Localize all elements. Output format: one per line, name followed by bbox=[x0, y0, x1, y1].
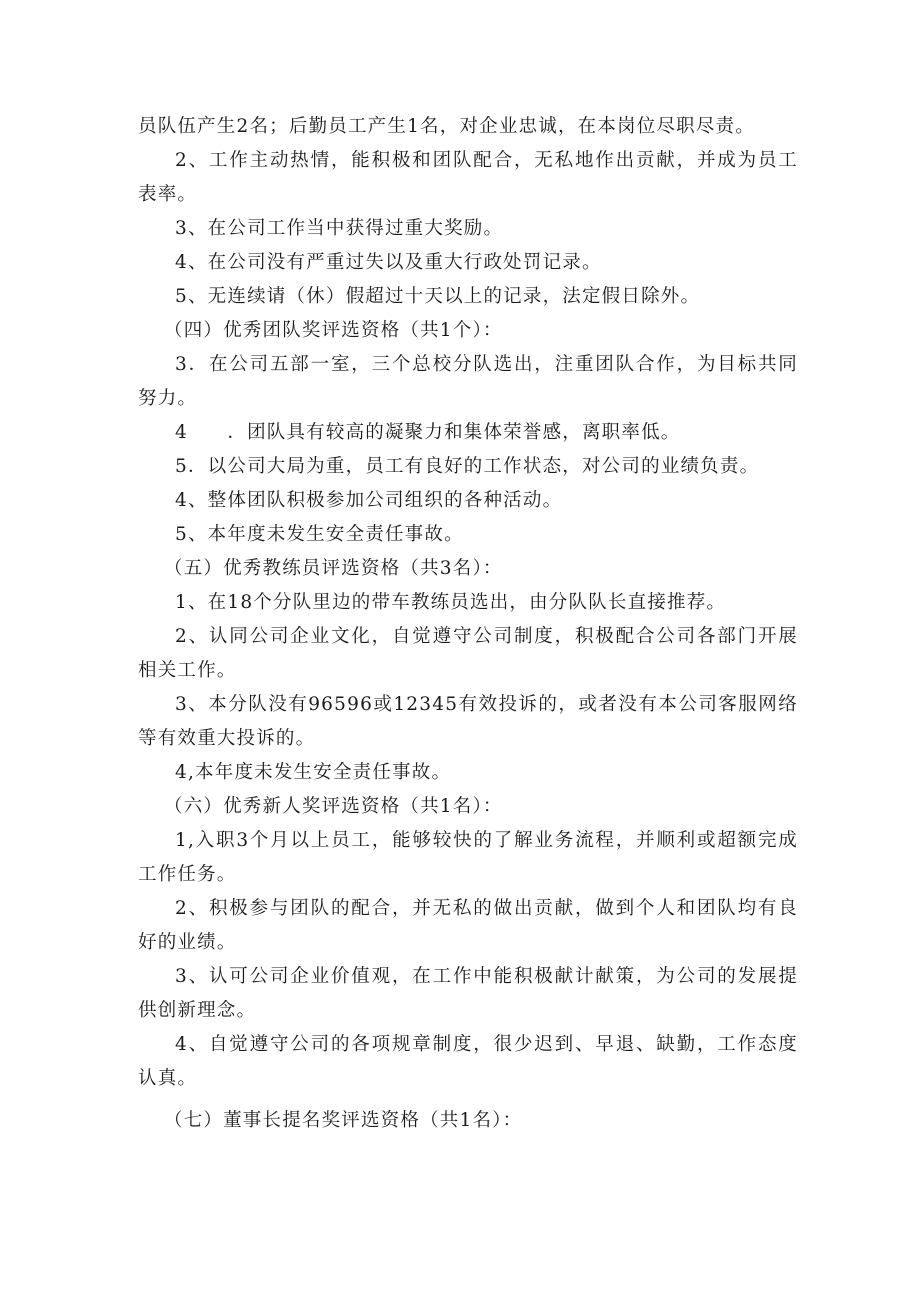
list-item: 3、本分队没有96596或12345有效投诉的，或者没有本公司客服网络等有效重大投诉的。 bbox=[138, 694, 798, 749]
list-item: 4、整体团队积极参加公司组织的各种活动。 bbox=[175, 490, 563, 511]
list-item: 2、工作主动热情，能积极和团队配合，无私地作出贡献，并成为员工表率。 bbox=[138, 150, 798, 205]
list-item: 3、在公司工作当中获得过重大奖励。 bbox=[175, 218, 504, 239]
list-item: 5．以公司大局为重，员工有良好的工作状态，对公司的业绩负责。 bbox=[175, 456, 760, 477]
list-item: 4 ．团队具有较高的凝聚力和集体荣誉感，离职率低。 bbox=[175, 422, 681, 443]
section-heading: （五）优秀教练员评选资格（共3名）： bbox=[164, 558, 503, 579]
list-item: 5、无连续请（休）假超过十天以上的记录，法定假日除外。 bbox=[175, 286, 701, 307]
list-item: 2、积极参与团队的配合，并无私的做出贡献，做到个人和团队均有良好的业绩。 bbox=[138, 898, 798, 953]
list-item: 4、自觉遵守公司的各项规章制度，很少迟到、早退、缺勤，工作态度认真。 bbox=[138, 1034, 798, 1089]
list-item: 3．在公司五部一室，三个总校分队选出，注重团队合作，为目标共同努力。 bbox=[138, 354, 798, 409]
list-item: 1,入职3个月以上员工，能够较快的了解业务流程，并顺利或超额完成工作任务。 bbox=[138, 830, 798, 885]
list-item: 1、在18个分队里边的带车教练员选出，由分队队长直接推荐。 bbox=[175, 592, 727, 613]
section-heading: （七）董事长提名奖评选资格（共1名）： bbox=[164, 1110, 523, 1131]
list-item: 5、本年度未发生安全责任事故。 bbox=[175, 524, 464, 545]
paragraph-continuation: 员队伍产生2名；后勤员工产生1名，对企业忠诚，在本岗位尽职尽责。 bbox=[138, 116, 755, 137]
list-item: 4、在公司没有严重过失以及重大行政处罚记录。 bbox=[175, 252, 602, 273]
list-item: 2、认同公司企业文化，自觉遵守公司制度，积极配合公司各部门开展相关工作。 bbox=[138, 626, 798, 681]
section-heading: （四）优秀团队奖评选资格（共1个）： bbox=[164, 320, 503, 341]
section-heading: （六）优秀新人奖评选资格（共1名）： bbox=[164, 796, 503, 817]
document-body bbox=[138, 110, 798, 1138]
list-item: 3、认可公司企业价值观，在工作中能积极献计献策，为公司的发展提供创新理念。 bbox=[138, 966, 798, 1021]
list-item: 4,本年度未发生安全责任事故。 bbox=[175, 762, 452, 783]
